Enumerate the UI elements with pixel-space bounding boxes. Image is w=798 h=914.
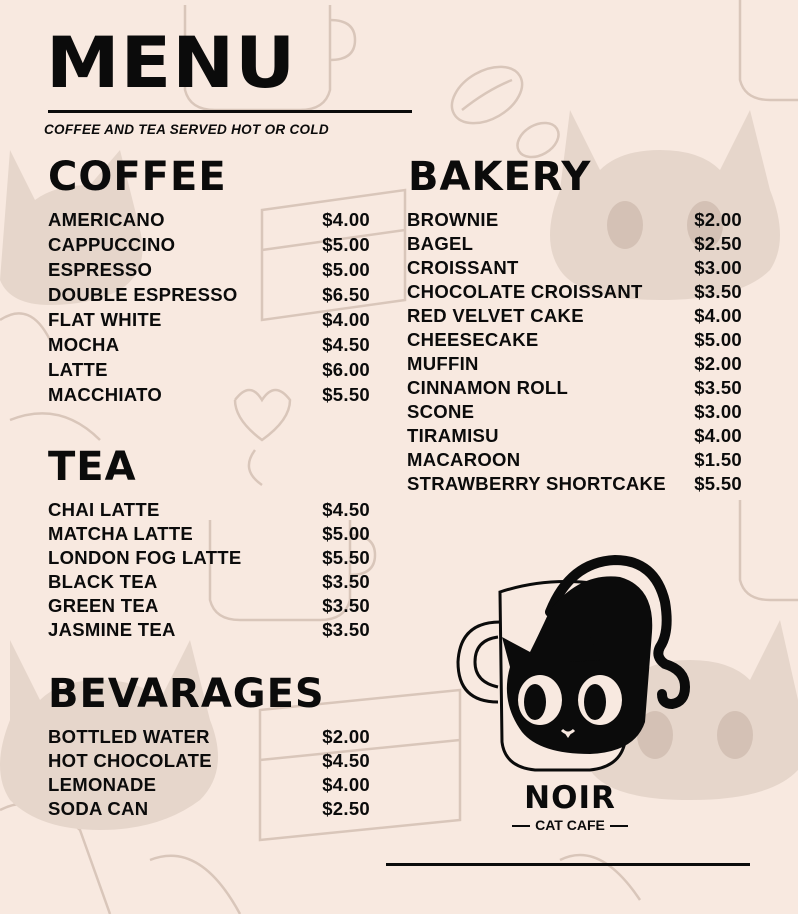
item-price: $5.00 [322,234,370,255]
item-price: $4.00 [694,425,742,446]
item-price: $2.50 [694,233,742,254]
item-price: $2.00 [694,209,742,230]
item-name: CAPPUCCINO [48,234,176,255]
title-divider [48,110,412,113]
item-name: CROISSANT [407,257,519,278]
item-name: MOCHA [48,334,120,355]
list-item [48,232,370,257]
item-name: SODA CAN [48,798,149,819]
item-price: $5.00 [322,523,370,544]
item-price: $4.00 [322,209,370,230]
item-price: $3.50 [322,571,370,592]
item-name: BAGEL [407,233,474,254]
list-item [48,522,370,546]
item-name: CHEESECAKE [407,329,539,350]
item-price: $1.50 [694,449,742,470]
list-item [48,357,370,382]
tea-heading: TEA [48,444,137,490]
list-item [48,546,370,570]
menu-title: MENU [46,22,297,104]
coffee-list [48,207,370,407]
item-price: $4.50 [322,750,370,771]
item-name: JASMINE TEA [48,619,176,640]
list-item [48,594,370,618]
item-price: $5.50 [694,473,742,494]
item-price: $5.00 [694,329,742,350]
item-price: $3.00 [694,257,742,278]
item-name: MATCHA LATTE [48,523,194,544]
list-item [48,725,370,749]
tagline-dash-left [512,825,530,827]
item-name: DOUBLE ESPRESSO [48,284,238,305]
item-price: $4.00 [322,774,370,795]
list-item [48,307,370,332]
beverages-list [48,725,370,821]
cafe-name: NOIR [524,780,616,816]
item-name: CHOCOLATE CROISSANT [407,281,643,302]
list-item [48,773,370,797]
item-price: $5.00 [322,259,370,280]
item-name: TIRAMISU [407,425,499,446]
tagline-dash-right [610,825,628,827]
list-item [407,376,742,400]
item-price: $5.50 [322,547,370,568]
list-item [48,257,370,282]
item-name: LONDON FOG LATTE [48,547,242,568]
list-item [48,498,370,522]
item-price: $4.50 [322,334,370,355]
list-item [407,352,742,376]
list-item [407,208,742,232]
item-price: $4.50 [322,499,370,520]
item-price: $2.00 [322,726,370,747]
item-price: $5.50 [322,384,370,405]
item-name: LATTE [48,359,108,380]
item-price: $3.50 [694,377,742,398]
list-item [48,332,370,357]
menu-subtitle: COFFEE AND TEA SERVED HOT OR COLD [44,122,329,137]
item-price: $2.00 [694,353,742,374]
item-price: $3.00 [694,401,742,422]
cat-mug-logo-icon [440,552,710,782]
item-name: LEMONADE [48,774,157,795]
list-item [48,618,370,642]
item-name: GREEN TEA [48,595,159,616]
list-item [407,400,742,424]
list-item [48,382,370,407]
beverages-heading: BEVARAGES [48,671,325,717]
bakery-heading: BAKERY [408,154,592,200]
coffee-heading: COFFEE [48,154,227,200]
list-item [407,448,742,472]
item-name: RED VELVET CAKE [407,305,584,326]
cafe-tagline [500,817,640,833]
item-name: CINNAMON ROLL [407,377,569,398]
item-price: $3.50 [322,619,370,640]
item-name: BOTTLED WATER [48,726,210,747]
item-name: BROWNIE [407,209,499,230]
list-item [48,207,370,232]
list-item [48,282,370,307]
list-item [407,424,742,448]
item-price: $6.50 [322,284,370,305]
item-name: MUFFIN [407,353,479,374]
list-item [48,749,370,773]
item-name: HOT CHOCOLATE [48,750,212,771]
list-item [407,304,742,328]
tea-list [48,498,370,642]
item-price: $2.50 [322,798,370,819]
item-price: $4.00 [322,309,370,330]
list-item [407,256,742,280]
item-name: FLAT WHITE [48,309,162,330]
item-name: CHAI LATTE [48,499,160,520]
list-item [48,797,370,821]
item-name: MACCHIATO [48,384,163,405]
item-price: $4.00 [694,305,742,326]
list-item [48,570,370,594]
list-item [407,280,742,304]
item-price: $3.50 [694,281,742,302]
item-name: STRAWBERRY SHORTCAKE [407,473,666,494]
item-name: ESPRESSO [48,259,153,280]
list-item [407,328,742,352]
item-name: SCONE [407,401,475,422]
item-price: $3.50 [322,595,370,616]
bakery-list [407,208,742,496]
tagline-text: CAT CAFE [535,817,605,833]
item-name: MACAROON [407,449,521,470]
item-name: AMERICANO [48,209,165,230]
list-item [407,472,742,496]
bottom-divider [386,863,750,866]
list-item [407,232,742,256]
item-price: $6.00 [322,359,370,380]
item-name: BLACK TEA [48,571,158,592]
